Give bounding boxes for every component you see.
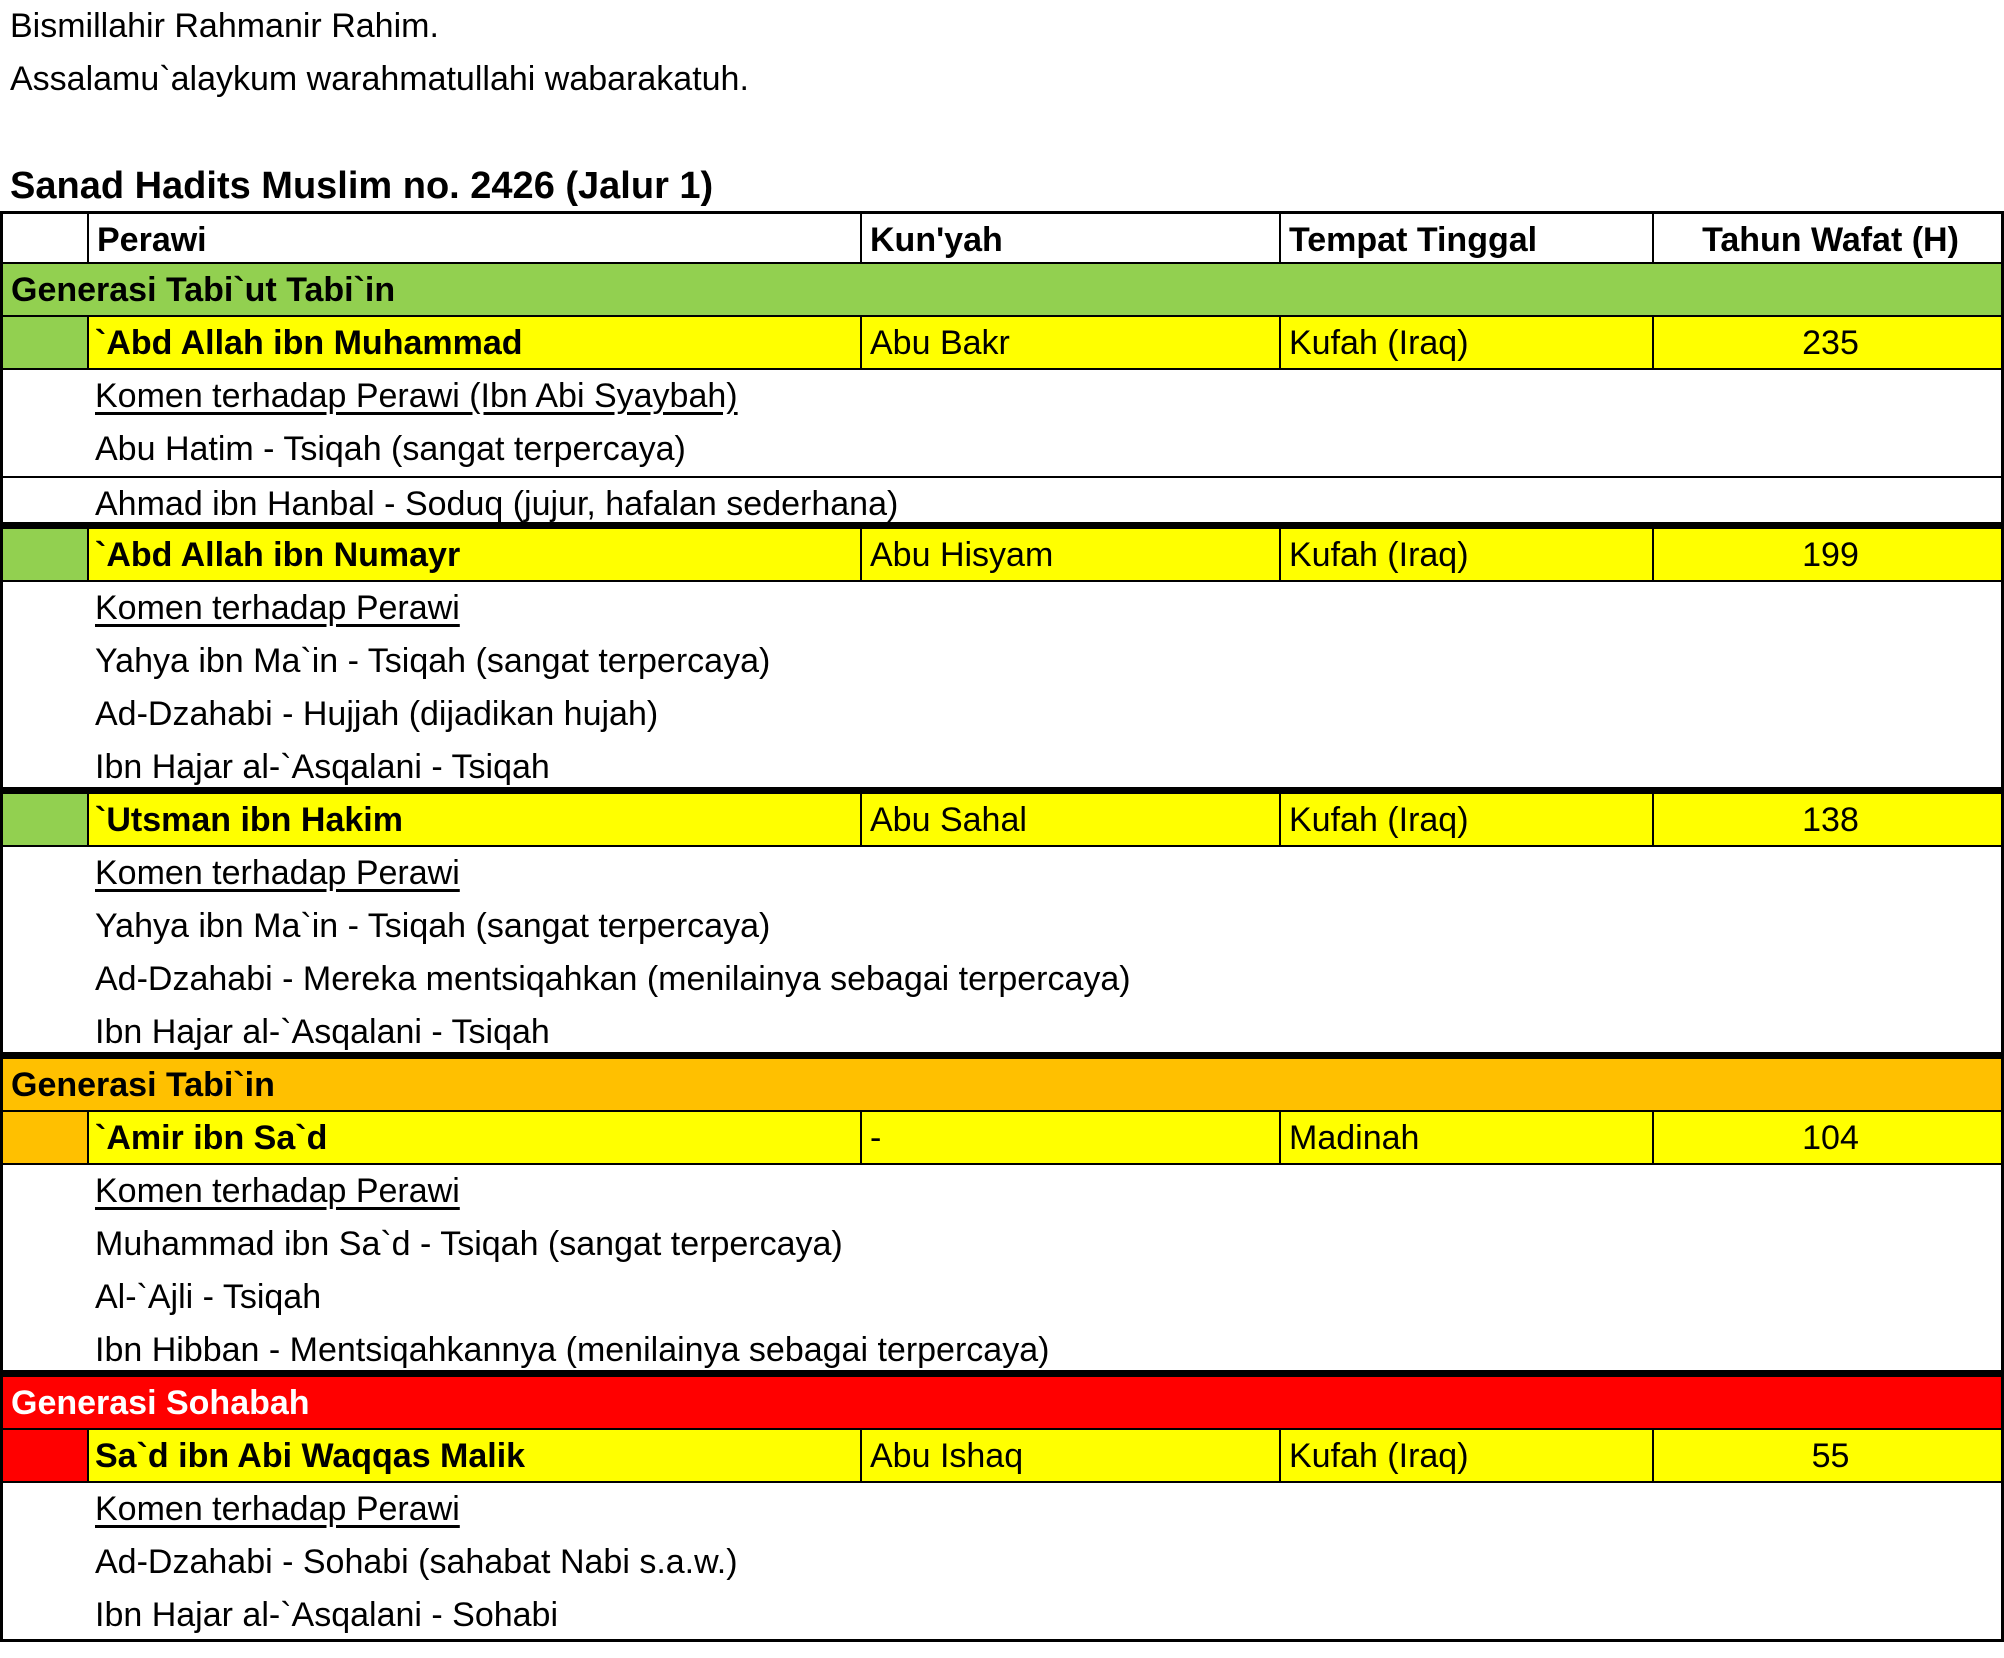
comment-title-row[interactable] (0, 370, 2004, 423)
header-kunyah[interactable]: Kun'yah (862, 214, 1281, 262)
sanad-table (0, 211, 2004, 1642)
narrator-row[interactable] (0, 317, 2004, 370)
generation-marker (3, 1112, 89, 1163)
comment-row[interactable] (0, 741, 2004, 794)
comment-row[interactable] (0, 1324, 2004, 1377)
narrator-tempat[interactable]: Kufah (Iraq) (1281, 317, 1654, 368)
table-header-row (0, 211, 2004, 264)
comment-text: Ibn Hajar al-`Asqalani - Tsiqah (95, 1013, 550, 1051)
comment-row[interactable] (0, 1271, 2004, 1324)
narrator-kunyah[interactable]: Abu Sahal (862, 794, 1281, 845)
narrator-row[interactable] (0, 529, 2004, 582)
generation-marker (3, 1430, 89, 1481)
comment-text: Ad-Dzahabi - Hujjah (dijadikan hujah) (95, 695, 659, 733)
narrator-wafat[interactable]: 138 (1802, 801, 1859, 839)
comment-text: Ad-Dzahabi - Sohabi (sahabat Nabi s.a.w.) (95, 1543, 738, 1581)
narrator-wafat[interactable]: 55 (1811, 1437, 1850, 1475)
comment-text: Al-`Ajli - Tsiqah (95, 1278, 322, 1316)
header-marker-cell[interactable] (3, 214, 89, 262)
narrator-kunyah[interactable]: Abu Ishaq (862, 1430, 1281, 1481)
narrator-name[interactable]: `Abd Allah ibn Muhammad (89, 317, 862, 368)
header-tempat-tinggal[interactable]: Tempat Tinggal (1281, 214, 1654, 262)
comment-title-row[interactable] (0, 1483, 2004, 1536)
comment-text: Ibn Hibban - Mentsiqahkannya (menilainya sebagai terpercaya) (95, 1331, 1050, 1369)
greeting-line-2: Assalamu`alaykum warahmatullahi wabarakatuh. (10, 60, 749, 98)
narrator-row[interactable] (0, 1112, 2004, 1165)
narrator-wafat[interactable]: 104 (1802, 1119, 1859, 1157)
comment-title: Komen terhadap Perawi (95, 854, 460, 892)
comment-title: Komen terhadap Perawi (95, 1490, 460, 1528)
generation-marker (3, 317, 89, 368)
comment-title: Komen terhadap Perawi (95, 1172, 460, 1210)
narrator-wafat[interactable]: 235 (1802, 324, 1859, 362)
narrator-kunyah[interactable]: Abu Bakr (862, 317, 1281, 368)
header-tahun-wafat[interactable]: Tahun Wafat (H) (1702, 221, 1959, 259)
generation-row-sohabah[interactable]: Generasi Sohabah (0, 1377, 2004, 1430)
generation-row-tabiut-tabiin[interactable]: Generasi Tabi`ut Tabi`in (0, 264, 2004, 317)
narrator-tempat[interactable]: Kufah (Iraq) (1281, 794, 1654, 845)
comment-row[interactable] (0, 1536, 2004, 1589)
generation-row-tabiin[interactable]: Generasi Tabi`in (0, 1059, 2004, 1112)
comment-text: Yahya ibn Ma`in - Tsiqah (sangat terpercaya) (95, 907, 771, 945)
narrator-wafat[interactable]: 199 (1802, 536, 1859, 574)
header-perawi[interactable]: Perawi (89, 214, 862, 262)
comment-row[interactable] (0, 688, 2004, 741)
comment-title: Komen terhadap Perawi (95, 589, 460, 627)
narrator-tempat[interactable]: Kufah (Iraq) (1281, 529, 1654, 580)
comment-text: Yahya ibn Ma`in - Tsiqah (sangat terpercaya) (95, 642, 771, 680)
narrator-kunyah[interactable]: Abu Hisyam (862, 529, 1281, 580)
comment-title-row[interactable] (0, 847, 2004, 900)
narrator-name[interactable]: `Amir ibn Sa`d (89, 1112, 862, 1163)
comment-row[interactable] (0, 423, 2004, 476)
comment-row[interactable] (0, 1006, 2004, 1059)
narrator-name[interactable]: `Utsman ibn Hakim (89, 794, 862, 845)
comment-text: Ahmad ibn Hanbal - Soduq (jujur, hafalan sederhana) (95, 485, 899, 523)
narrator-tempat[interactable]: Kufah (Iraq) (1281, 1430, 1654, 1481)
comment-row[interactable] (0, 635, 2004, 688)
comment-text: Muhammad ibn Sa`d - Tsiqah (sangat terpercaya) (95, 1225, 843, 1263)
narrator-kunyah[interactable]: - (862, 1112, 1281, 1163)
comment-row[interactable] (0, 1218, 2004, 1271)
comment-text: Abu Hatim - Tsiqah (sangat terpercaya) (95, 430, 686, 468)
narrator-name[interactable]: `Abd Allah ibn Numayr (89, 529, 862, 580)
comment-row[interactable] (0, 953, 2004, 1006)
narrator-row[interactable] (0, 1430, 2004, 1483)
comment-row[interactable] (0, 1589, 2004, 1642)
comment-text: Ibn Hajar al-`Asqalani - Tsiqah (95, 748, 550, 786)
comment-row[interactable] (0, 476, 2004, 529)
generation-marker (3, 794, 89, 845)
comment-text: Ad-Dzahabi - Mereka mentsiqahkan (menilainya sebagai terpercaya) (95, 960, 1131, 998)
comment-title-row[interactable] (0, 582, 2004, 635)
narrator-row[interactable] (0, 794, 2004, 847)
comment-text: Ibn Hajar al-`Asqalani - Sohabi (95, 1596, 559, 1634)
comment-row[interactable] (0, 900, 2004, 953)
narrator-tempat[interactable]: Madinah (1281, 1112, 1654, 1163)
generation-marker (3, 529, 89, 580)
comment-title-row[interactable] (0, 1165, 2004, 1218)
comment-title: Komen terhadap Perawi (Ibn Abi Syaybah) (95, 377, 738, 415)
sheet-title: Sanad Hadits Muslim no. 2426 (Jalur 1) (10, 165, 714, 207)
greeting-line-1: Bismillahir Rahmanir Rahim. (10, 7, 439, 45)
narrator-name[interactable]: Sa`d ibn Abi Waqqas Malik (89, 1430, 862, 1481)
